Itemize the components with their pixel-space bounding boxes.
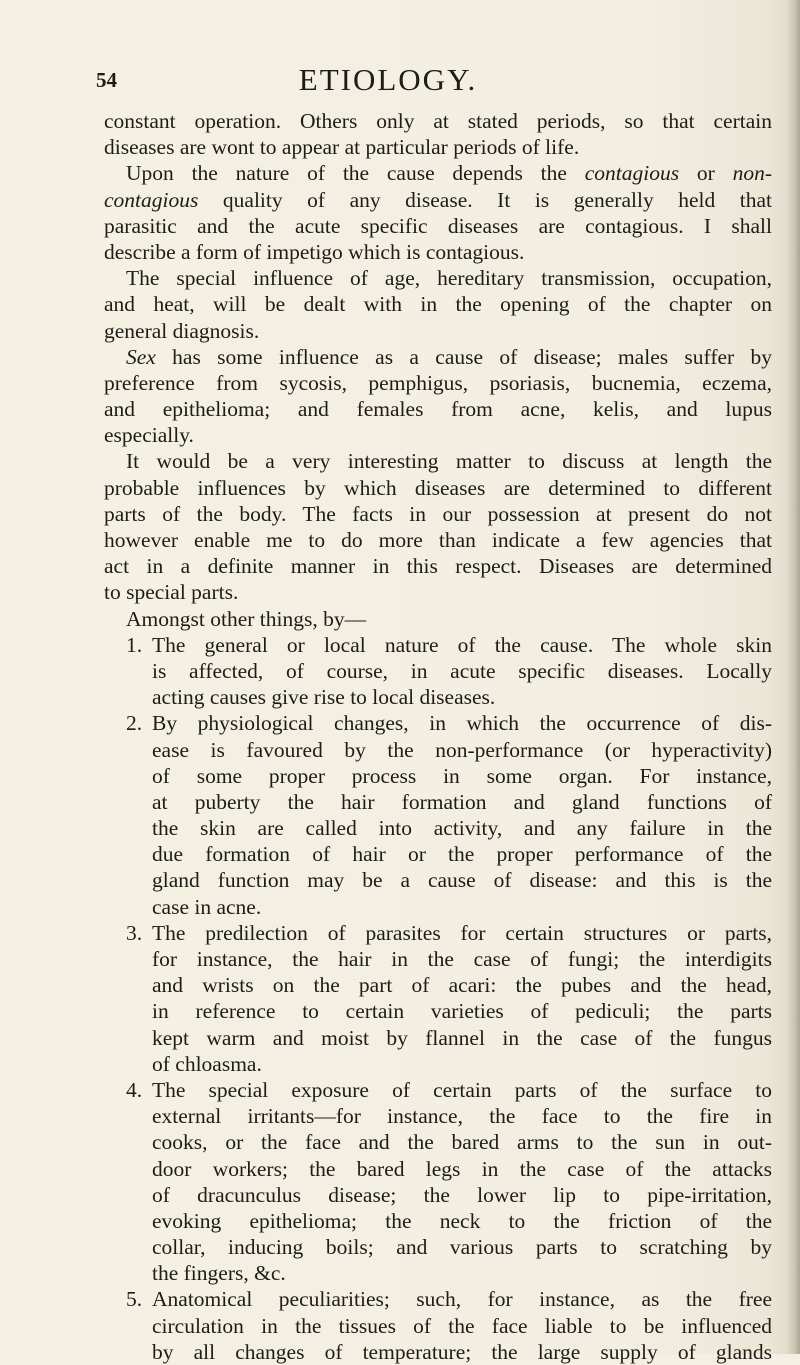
text-line: [104, 160, 772, 186]
text-line: however enable me to do more than indicate a few agencies that: [104, 528, 772, 552]
text-line: act in a definite manner in this respect. Diseases are determined: [104, 554, 772, 579]
page-edge-shadow: [786, 0, 800, 1354]
text-line: circulation in the tissues of the face liable to be influenced: [152, 1313, 772, 1338]
text-line: The general or local nature of the cause. The whole skin: [152, 632, 772, 657]
text-line: to special parts.: [104, 580, 239, 605]
text-line: Anatomical peculiarities; such, for instance, as the free: [152, 1287, 772, 1312]
text-line: case in acne.: [152, 894, 262, 919]
text-line: The predilection of parasites for certain structures or parts,: [152, 920, 772, 945]
text-line: describe a form of impetigo which is contagious.: [104, 239, 525, 264]
item-number: 5.: [126, 1287, 143, 1312]
text-line: [104, 187, 772, 213]
text-line: of chloasma.: [152, 1051, 262, 1076]
text-run: has some influence as a cause of disease; males suffer by: [172, 344, 773, 369]
text-line: for instance, the hair in the case of fungi; the interdigits: [152, 947, 772, 971]
item-number: 2.: [126, 711, 143, 736]
text-line: Amongst other things, by—: [126, 606, 367, 631]
text-line: parts of the body. The facts in our possession at present do not: [104, 501, 772, 526]
text-line: The special exposure of certain parts of the surface to: [152, 1077, 772, 1102]
text-line: the skin are called into activity, and any failure in the: [152, 816, 772, 841]
text-line: of some proper process in some organ. For instance,: [152, 763, 772, 788]
list-item: [104, 920, 772, 946]
item-number: 1.: [126, 632, 143, 657]
text-line: The special influence of age, hereditary transmission, occupation,: [126, 266, 772, 291]
text-line: [104, 344, 772, 370]
text-line: ease is favoured by the non-performance (or hyperactivity): [152, 737, 772, 762]
text-line: of dracunculus disease; the lower lip to pipe-irritation,: [152, 1182, 772, 1207]
text-line: collar, inducing boils; and various parts to scratching by: [152, 1235, 772, 1260]
page-number: 54: [96, 68, 117, 92]
text-line: and epithelioma; and females from acne, kelis, and lupus: [104, 397, 772, 422]
list-item: [104, 1077, 772, 1103]
text-line: acting causes give rise to local diseases.: [152, 685, 496, 710]
text-line: evoking epithelioma; the neck to the friction of the: [152, 1208, 772, 1233]
item-number: 3.: [126, 920, 143, 945]
text-line: external irritants—for instance, the face to the fire in: [152, 1104, 772, 1129]
text-line: kept warm and moist by flannel in the case of the fungus: [152, 1025, 772, 1050]
body-text: [104, 108, 772, 1365]
text-line: by all changes of temperature; the large supply of glands: [152, 1339, 772, 1364]
emphasis-term: contagious: [584, 161, 680, 186]
emphasis-term: contagious: [104, 187, 199, 212]
text-run: quality of any disease. It is generally held that: [222, 187, 773, 212]
text-line: especially.: [104, 423, 194, 448]
text-line: diseases are wont to appear at particular periods of life.: [104, 135, 580, 160]
text-run: Upon the nature of the cause depends the: [126, 161, 567, 186]
text-line: and heat, will be dealt with in the opening of the chapter on: [104, 292, 772, 317]
text-line: is affected, of course, in acute specific diseases. Locally: [152, 658, 772, 683]
list-item: [104, 632, 772, 658]
text-line: constant operation. Others only at stated periods, so that certain: [104, 109, 772, 133]
emphasis-term: non-: [732, 161, 773, 186]
item-number: 4.: [126, 1077, 143, 1102]
text-line: at puberty the hair formation and gland functions of: [152, 789, 772, 814]
text-line: preference from sycosis, pemphigus, psoriasis, bucnemia, eczema,: [104, 370, 772, 395]
list-item: [104, 710, 772, 736]
text-line: probable influences by which diseases are determined to different: [104, 475, 772, 500]
text-line: in reference to certain varieties of pediculi; the parts: [152, 999, 772, 1024]
text-line: gland function may be a cause of disease: and this is the: [152, 868, 772, 893]
running-head: [96, 62, 696, 102]
text-line: By physiological changes, in which the occurrence of dis-: [152, 711, 772, 736]
text-run: or: [696, 161, 715, 186]
text-line: and wrists on the part of acari: the pubes and the head,: [152, 973, 772, 998]
text-line: It would be a very interesting matter to discuss at length the: [126, 449, 772, 474]
text-line: general diagnosis.: [104, 318, 260, 343]
text-line: due formation of hair or the proper performance of the: [152, 842, 772, 867]
list-item: [104, 1286, 772, 1312]
text-line: door workers; the bared legs in the case of the attacks: [152, 1156, 772, 1181]
emphasis-term: Sex: [126, 344, 156, 369]
text-line: the fingers, &c.: [152, 1261, 286, 1286]
text-line: cooks, or the face and the bared arms to the sun in out-: [152, 1130, 772, 1155]
page-title: ETIOLOGY.: [298, 62, 478, 97]
text-line: parasitic and the acute specific diseases are contagious. I shall: [104, 213, 772, 238]
